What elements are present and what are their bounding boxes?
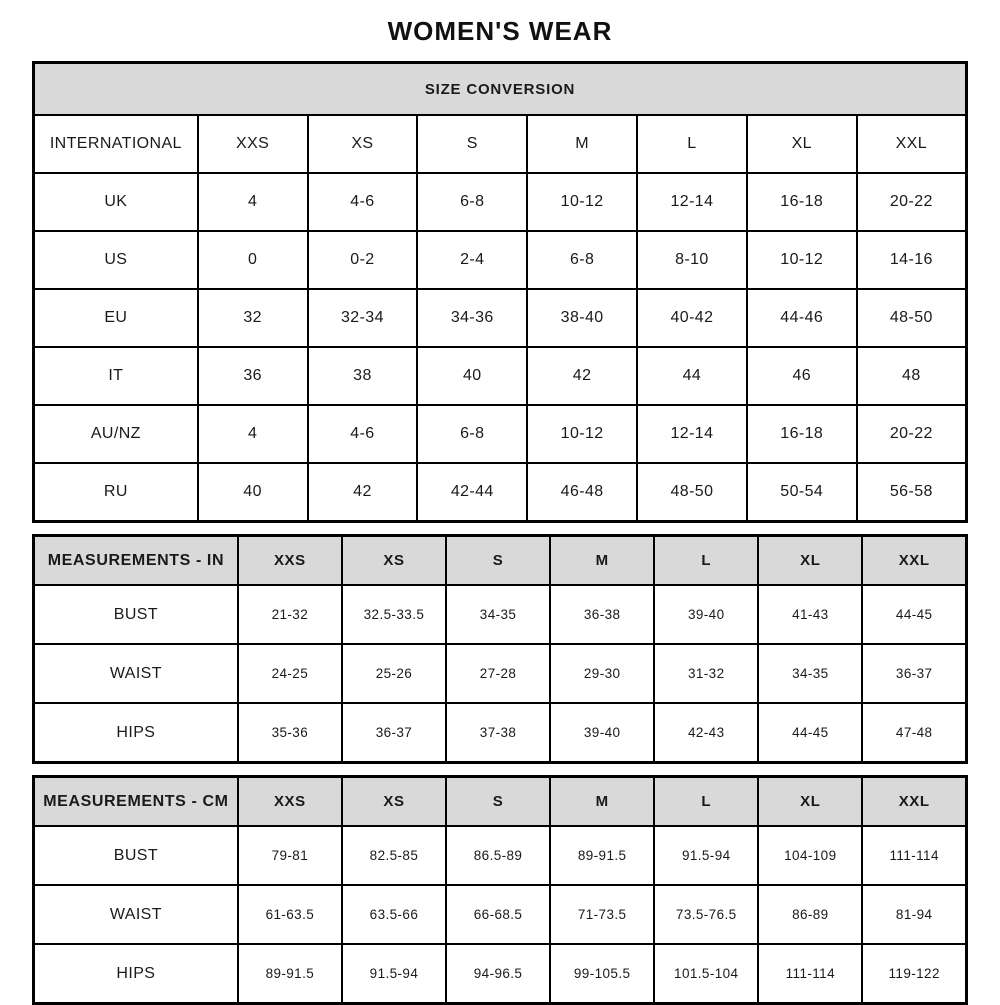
page-title: WOMEN'S WEAR <box>387 16 613 46</box>
row-label-column-header: MEASUREMENTS - CM <box>34 777 238 827</box>
table-cell: 48-50 <box>637 463 747 522</box>
table-cell: 12-14 <box>637 173 747 231</box>
table-cell: 44-45 <box>758 703 862 763</box>
table-row <box>34 405 967 463</box>
table-cell: 81-94 <box>862 885 966 944</box>
table-cell: 41-43 <box>758 585 862 644</box>
table-cell: 12-14 <box>637 405 747 463</box>
table-cell: 39-40 <box>654 585 758 644</box>
table-cell: 32.5-33.5 <box>342 585 446 644</box>
table-row <box>34 231 967 289</box>
row-label: HIPS <box>34 944 238 1004</box>
table-cell: 34-35 <box>758 644 862 703</box>
table-cell: 40-42 <box>637 289 747 347</box>
table-cell: 4-6 <box>308 405 418 463</box>
table-cell: 10-12 <box>527 405 637 463</box>
table-cell: 44-45 <box>862 585 966 644</box>
table-row <box>34 826 967 885</box>
table-cell: 91.5-94 <box>342 944 446 1004</box>
table-row <box>34 644 967 703</box>
table-cell: 29-30 <box>550 644 654 703</box>
table-cell: 10-12 <box>747 231 857 289</box>
row-label: RU <box>34 463 198 522</box>
size-column-header: S <box>446 777 550 827</box>
size-column-header: XXL <box>862 536 966 586</box>
table-cell: 39-40 <box>550 703 654 763</box>
table-cell: 16-18 <box>747 405 857 463</box>
table-cell: 94-96.5 <box>446 944 550 1004</box>
row-label: WAIST <box>34 644 238 703</box>
table-cell: 111-114 <box>758 944 862 1004</box>
table-cell: 42-43 <box>654 703 758 763</box>
table-cell: 36 <box>198 347 308 405</box>
table-cell: 40 <box>417 347 527 405</box>
table-cell: 63.5-66 <box>342 885 446 944</box>
row-label: US <box>34 231 198 289</box>
size-column-header: XL <box>747 115 857 173</box>
table-cell: 6-8 <box>527 231 637 289</box>
table-cell: 46 <box>747 347 857 405</box>
table-header-row <box>34 777 967 827</box>
table-cell: 36-37 <box>862 644 966 703</box>
size-column-header: XS <box>342 777 446 827</box>
row-label: AU/NZ <box>34 405 198 463</box>
row-label: BUST <box>34 826 238 885</box>
table-cell: 8-10 <box>637 231 747 289</box>
size-column-header: M <box>527 115 637 173</box>
table-cell: 20-22 <box>857 405 967 463</box>
table-cell: 4 <box>198 173 308 231</box>
table-cell: 66-68.5 <box>446 885 550 944</box>
table-cell: 82.5-85 <box>342 826 446 885</box>
table-cell: 91.5-94 <box>654 826 758 885</box>
table-cell: 32-34 <box>308 289 418 347</box>
table-row <box>34 289 967 347</box>
size-column-header: XS <box>342 536 446 586</box>
size-column-header: XXS <box>198 115 308 173</box>
size-column-header: S <box>417 115 527 173</box>
table-cell: 0-2 <box>308 231 418 289</box>
size-conversion-table <box>32 61 968 523</box>
table-row <box>34 885 967 944</box>
row-label-column-header: INTERNATIONAL <box>34 115 198 173</box>
table-cell: 44 <box>637 347 747 405</box>
table-cell: 47-48 <box>862 703 966 763</box>
table-cell: 38-40 <box>527 289 637 347</box>
table-cell: 56-58 <box>857 463 967 522</box>
table-cell: 38 <box>308 347 418 405</box>
size-column-header: M <box>550 777 654 827</box>
row-label-column-header: MEASUREMENTS - IN <box>34 536 238 586</box>
size-column-header: XXS <box>238 536 342 586</box>
table-cell: 44-46 <box>747 289 857 347</box>
table-banner-row <box>34 63 967 116</box>
size-column-header: XXL <box>862 777 966 827</box>
size-column-header: L <box>654 777 758 827</box>
table-cell: 37-38 <box>446 703 550 763</box>
table-cell: 61-63.5 <box>238 885 342 944</box>
size-column-header: M <box>550 536 654 586</box>
row-label: UK <box>34 173 198 231</box>
table-cell: 2-4 <box>417 231 527 289</box>
table-cell: 40 <box>198 463 308 522</box>
table-cell: 79-81 <box>238 826 342 885</box>
size-conversion-banner: SIZE CONVERSION <box>34 63 967 116</box>
table-cell: 36-38 <box>550 585 654 644</box>
table-cell: 4-6 <box>308 173 418 231</box>
table-cell: 16-18 <box>747 173 857 231</box>
table-row <box>34 463 967 522</box>
table-cell: 6-8 <box>417 173 527 231</box>
table-cell: 42 <box>527 347 637 405</box>
row-label: EU <box>34 289 198 347</box>
table-header-row <box>34 536 967 586</box>
table-cell: 14-16 <box>857 231 967 289</box>
table-cell: 48-50 <box>857 289 967 347</box>
table-cell: 4 <box>198 405 308 463</box>
table-cell: 104-109 <box>758 826 862 885</box>
table-cell: 20-22 <box>857 173 967 231</box>
table-cell: 86.5-89 <box>446 826 550 885</box>
table-cell: 50-54 <box>747 463 857 522</box>
size-column-header: XXS <box>238 777 342 827</box>
size-column-header: XL <box>758 777 862 827</box>
table-cell: 86-89 <box>758 885 862 944</box>
table-cell: 31-32 <box>654 644 758 703</box>
table-cell: 34-36 <box>417 289 527 347</box>
measurements-in-table <box>32 534 968 764</box>
size-column-header: XS <box>308 115 418 173</box>
row-label: BUST <box>34 585 238 644</box>
size-column-header: L <box>637 115 747 173</box>
table-cell: 35-36 <box>238 703 342 763</box>
table-row <box>34 944 967 1004</box>
table-cell: 34-35 <box>446 585 550 644</box>
measurements-cm-table <box>32 775 968 1005</box>
table-row <box>34 585 967 644</box>
table-cell: 24-25 <box>238 644 342 703</box>
table-cell: 89-91.5 <box>550 826 654 885</box>
table-cell: 36-37 <box>342 703 446 763</box>
table-cell: 48 <box>857 347 967 405</box>
table-cell: 71-73.5 <box>550 885 654 944</box>
table-cell: 0 <box>198 231 308 289</box>
table-cell: 89-91.5 <box>238 944 342 1004</box>
table-row <box>34 173 967 231</box>
table-cell: 21-32 <box>238 585 342 644</box>
size-column-header: XL <box>758 536 862 586</box>
table-cell: 27-28 <box>446 644 550 703</box>
row-label: IT <box>34 347 198 405</box>
table-row <box>34 703 967 763</box>
table-cell: 32 <box>198 289 308 347</box>
table-cell: 99-105.5 <box>550 944 654 1004</box>
row-label: HIPS <box>34 703 238 763</box>
table-cell: 73.5-76.5 <box>654 885 758 944</box>
table-row <box>34 347 967 405</box>
table-cell: 10-12 <box>527 173 637 231</box>
table-cell: 42 <box>308 463 418 522</box>
table-cell: 101.5-104 <box>654 944 758 1004</box>
table-cell: 25-26 <box>342 644 446 703</box>
table-cell: 119-122 <box>862 944 966 1004</box>
size-column-header: S <box>446 536 550 586</box>
row-label: WAIST <box>34 885 238 944</box>
table-cell: 46-48 <box>527 463 637 522</box>
size-column-header: XXL <box>857 115 967 173</box>
size-column-header: L <box>654 536 758 586</box>
table-header-row <box>34 115 967 173</box>
table-cell: 6-8 <box>417 405 527 463</box>
table-cell: 111-114 <box>862 826 966 885</box>
table-cell: 42-44 <box>417 463 527 522</box>
